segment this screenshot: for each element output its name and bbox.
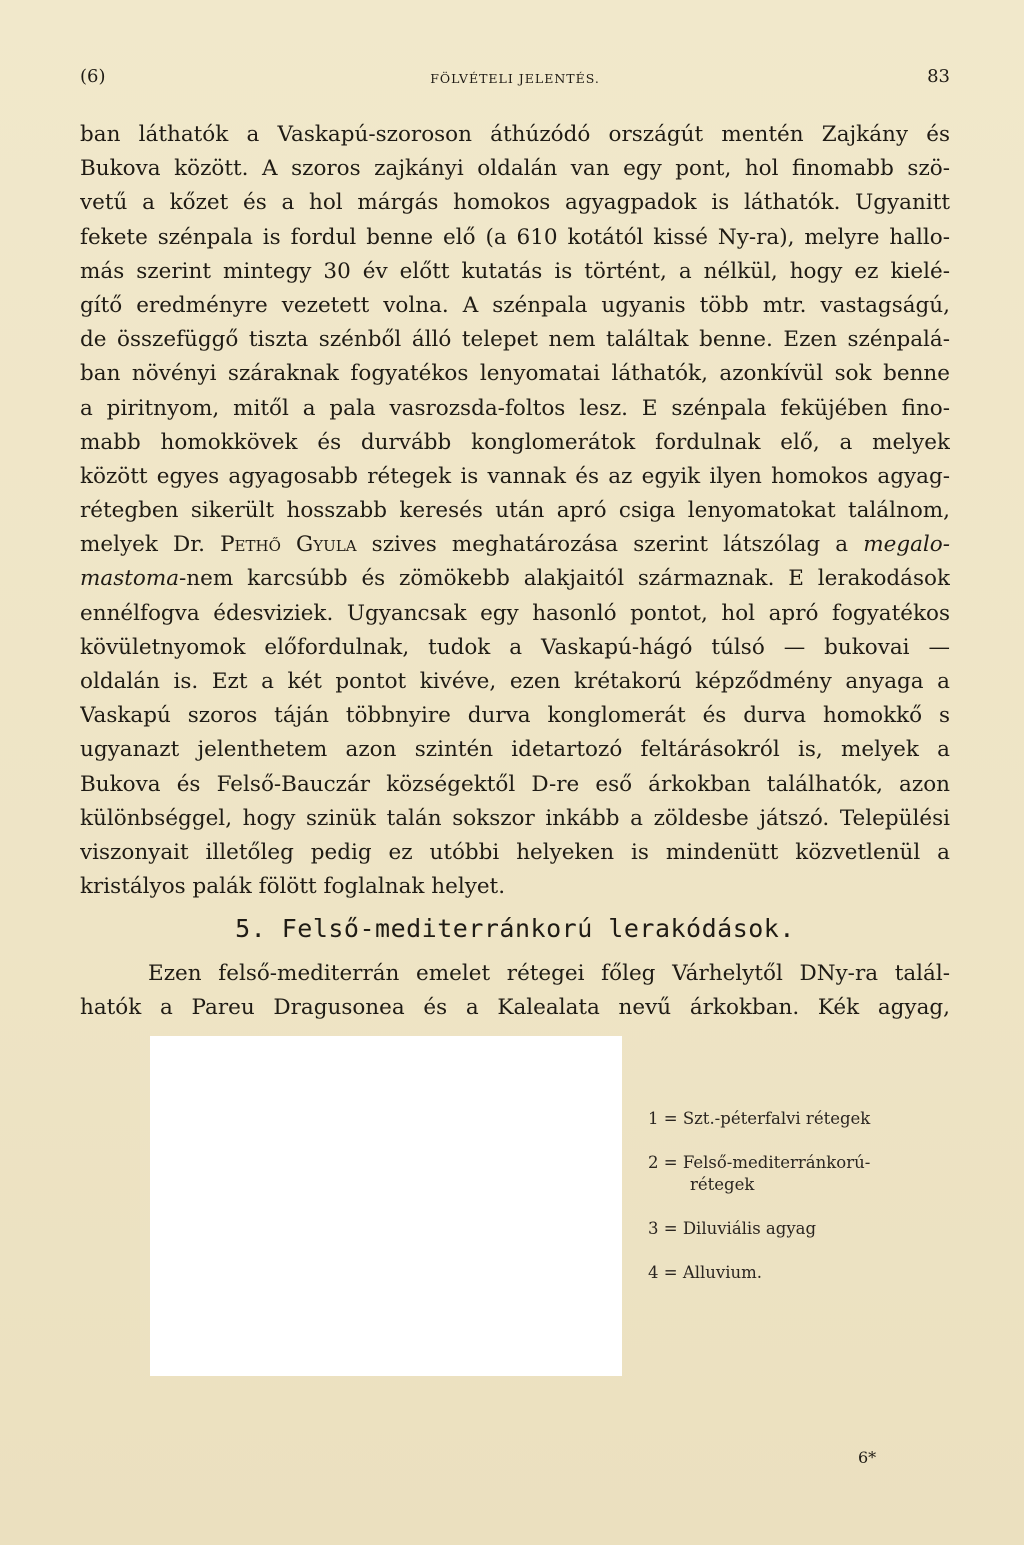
legend-item bbox=[648, 1108, 948, 1130]
body-line: különbséggel, hogy szinük talán sokszor inkább a zöldesbe játszó. Települési bbox=[80, 805, 950, 831]
legend-label: 4 = Alluvium. bbox=[648, 1263, 763, 1282]
body-line bbox=[80, 528, 950, 562]
species-name: megalo- bbox=[863, 532, 950, 558]
body-line: oldalán is. Ezt a két pontot kivéve, ezen krétakorú képződmény anyaga a bbox=[80, 669, 950, 694]
section-paragraph bbox=[80, 957, 950, 1025]
legend-label: 2 = Felső-mediterránkorú- bbox=[648, 1153, 871, 1172]
legend-label: 1 = Szt.-péterfalvi rétegek bbox=[648, 1109, 871, 1128]
page-header bbox=[80, 66, 950, 96]
body-line: Vaskapú szoros táján többnyire durva konglomerát és durva homokkő s bbox=[80, 703, 950, 729]
body-line: de összefüggő tiszta szénből álló telepet nem találtak benne. Ezen szénpalá- bbox=[80, 327, 950, 353]
body-line: más szerint mintegy 30 év előtt kutatás is történt, a nélkül, hogy ez kielé- bbox=[80, 258, 950, 284]
legend-item bbox=[648, 1218, 948, 1240]
body-line: mabb homokkövek és durvább konglomerátok fordulnak elő, a melyek bbox=[80, 429, 950, 455]
header-page-ref: (6) bbox=[80, 66, 106, 87]
body-paragraph bbox=[80, 118, 950, 904]
body-line: között egyes agyagosabb rétegek is vannak és az egyik ilyen homokos agyag- bbox=[80, 463, 950, 489]
body-line: gítő eredményre vezetett volna. A szénpala ugyanis több mtr. vastagságú, bbox=[80, 292, 950, 318]
species-name: mastoma bbox=[80, 566, 180, 592]
body-line: Bukova és Felső-Bauczár községektől D-re eső árkokban találhatók, azon bbox=[80, 771, 950, 797]
legend-item bbox=[648, 1152, 948, 1196]
body-line: a piritnyom, mitől a pala vasrozsda-foltos lesz. E szénpala feküjében fino- bbox=[80, 395, 950, 421]
author-given-name: Gyula bbox=[296, 532, 357, 558]
body-line: Ezen felső-mediterrán emelet rétegei főleg Várhelytől DNy-ra talál- bbox=[148, 961, 950, 986]
body-line: Bukova között. A szoros zajkányi oldalán van egy pont, hol finomabb szö- bbox=[80, 156, 950, 182]
section-heading: 5. Felső-mediterránkorú lerakódások. bbox=[235, 914, 795, 943]
body-line: kristályos palák fölött foglalnak helyet. bbox=[80, 874, 506, 900]
text-run: -nem karcsúbb és zömökebb alakjaitól származnak. E lerakodások bbox=[179, 566, 950, 592]
body-line: rétegben sikerült hosszabb keresés után apró csiga lenyomatokat találnom, bbox=[80, 498, 950, 524]
body-line: vetű a kőzet és a hol márgás homokos agyagpadok is láthatók. Ugyanitt bbox=[80, 190, 950, 216]
body-line: fekete szénpala is fordul benne elő (a 610 kotától kissé Ny-ra), melyre hallo- bbox=[80, 224, 950, 250]
figure-placeholder bbox=[150, 1036, 622, 1376]
running-title: FÖLVÉTELI JELENTÉS. bbox=[430, 71, 600, 86]
page-number: 83 bbox=[927, 66, 950, 87]
legend-item bbox=[648, 1262, 948, 1284]
signature-mark: 6* bbox=[858, 1448, 877, 1467]
body-line: kövületnyomok előfordulnak, tudok a Vaskapú-hágó túlsó — bukovai — bbox=[80, 634, 950, 660]
author-surname: Pethő bbox=[220, 532, 281, 558]
body-line: ban láthatók a Vaskapú-szoroson áthúzódó országút mentén Zajkány és bbox=[80, 122, 950, 147]
text-run: melyek Dr. bbox=[80, 532, 221, 558]
body-line bbox=[80, 562, 950, 596]
legend-label: 3 = Diluviális agyag bbox=[648, 1219, 817, 1238]
figure-legend bbox=[648, 1108, 948, 1306]
body-line: viszonyait illetőleg pedig ez utóbbi helyeken is mindenütt közvetlenül a bbox=[80, 839, 950, 865]
legend-label-continuation: rétegek bbox=[690, 1175, 755, 1194]
text-run: szives meghatározása szerint látszólag a bbox=[356, 532, 864, 558]
body-line: hatók a Pareu Dragusonea és a Kalealata nevű árkokban. Kék agyag, bbox=[80, 995, 950, 1021]
text-run bbox=[281, 532, 296, 557]
body-line: ugyanazt jelenthetem azon szintén idetartozó feltárásokról is, melyek a bbox=[80, 737, 950, 763]
body-line: ban növényi száraknak fogyatékos lenyomatai láthatók, azonkívül sok benne bbox=[80, 361, 950, 387]
body-line: ennélfogva édesviziek. Ugyancsak egy hasonló pontot, hol apró fogyatékos bbox=[80, 600, 950, 626]
